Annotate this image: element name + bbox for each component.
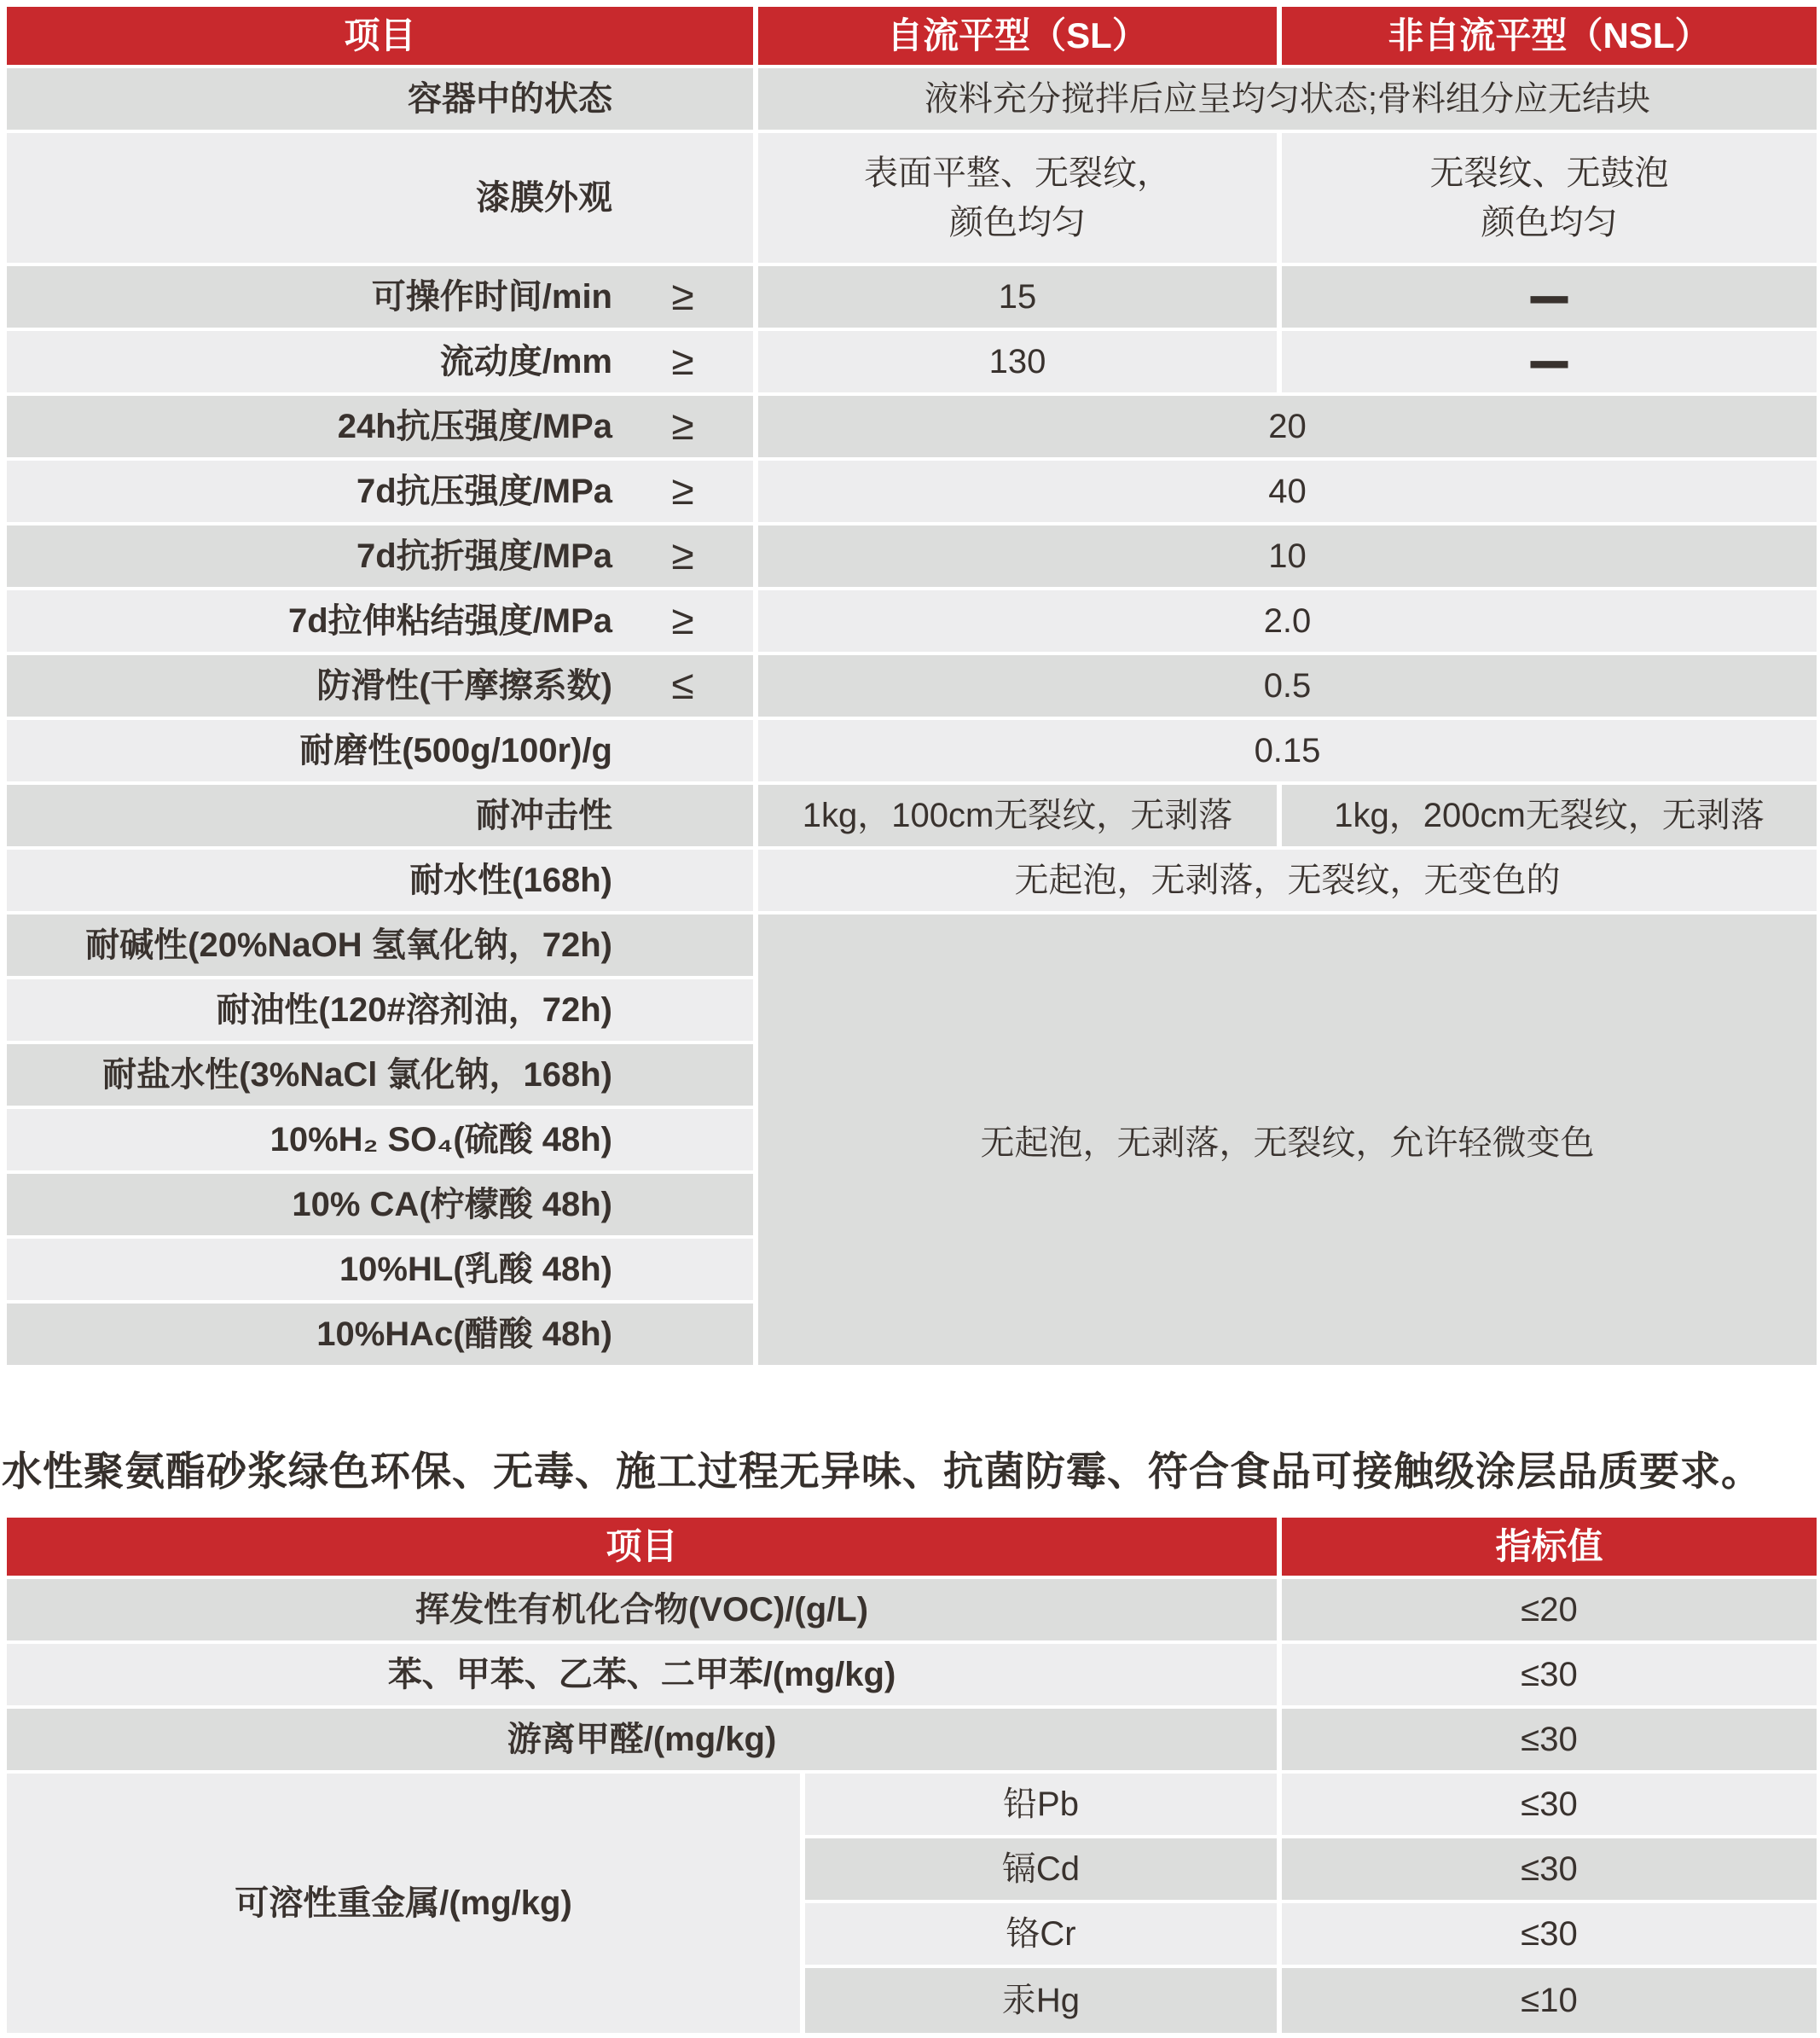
- limit-value: ≤30: [1282, 1774, 1817, 1835]
- table-row: [7, 396, 1817, 457]
- nsl-value: 1kg，200cm无裂纹，无剥落: [1282, 785, 1817, 846]
- header-item: 项目: [7, 7, 753, 65]
- row-label: 游离甲醛/(mg/kg): [7, 1709, 1277, 1770]
- table-header-row: [7, 1518, 1817, 1576]
- chemical-resistance-merged-value: 无起泡，无剥落，无裂纹，允许轻微变色: [758, 914, 1817, 1365]
- table-row: [7, 655, 1817, 717]
- row-label: 耐磨性(500g/100r)/g: [7, 720, 753, 781]
- row-label: 挥发性有机化合物(VOC)/(g/L): [7, 1579, 1277, 1640]
- row-label: 10% CA(柠檬酸 48h): [7, 1174, 753, 1235]
- emission-limit-table: [7, 1518, 1817, 2033]
- limit-value: ≤30: [1282, 1644, 1817, 1705]
- row-label: 防滑性(干摩擦系数) ≤: [7, 655, 753, 717]
- sl-value: 表面平整、无裂纹， 颜色均匀: [758, 133, 1277, 263]
- metal-name: 镉Cd: [805, 1838, 1277, 1900]
- row-label: 可操作时间/min ≥: [7, 266, 753, 328]
- table-row: [7, 331, 1817, 392]
- table-row: [7, 68, 1817, 130]
- row-label: 24h抗压强度/MPa ≥: [7, 396, 753, 457]
- header-limit: 指标值: [1282, 1518, 1817, 1576]
- gte-symbol: ≥: [671, 533, 694, 579]
- limit-value: ≤10: [1282, 1968, 1817, 2033]
- table-row: [7, 1579, 1817, 1640]
- row-value-span: 20: [758, 396, 1817, 457]
- row-label: 10%H₂ SO₄(硫酸 48h): [7, 1109, 753, 1170]
- row-label: 流动度/mm ≥: [7, 331, 753, 392]
- row-label: 苯、甲苯、乙苯、二甲苯/(mg/kg): [7, 1644, 1277, 1705]
- table-row: [7, 133, 1817, 263]
- row-value-span: 10: [758, 525, 1817, 587]
- table-row: [7, 266, 1817, 328]
- eco-note-text: 水性聚氨酯砂浆绿色环保、无毒、施工过程无异味、抗菌防霉、符合食品可接触级涂层品质要求。: [2, 1449, 1762, 1494]
- row-value-span: 40: [758, 461, 1817, 522]
- table-row: [7, 850, 1817, 911]
- sl-value: 1kg，100cm无裂纹，无剥落: [758, 785, 1277, 846]
- row-label: 7d抗折强度/MPa ≥: [7, 525, 753, 587]
- gte-symbol: ≥: [671, 468, 694, 514]
- table-row: [7, 590, 1817, 652]
- gte-symbol: ≥: [671, 274, 694, 320]
- header-nsl: 非自流平型（NSL）: [1282, 7, 1817, 65]
- table-row: [7, 1709, 1817, 1770]
- nsl-value-dash: —: [1282, 266, 1817, 328]
- table-row: [805, 1903, 1817, 1965]
- row-label: 7d拉伸粘结强度/MPa ≥: [7, 590, 753, 652]
- limit-value: ≤30: [1282, 1903, 1817, 1965]
- header-item: 项目: [7, 1518, 1277, 1576]
- row-label: 耐油性(120#溶剂油，72h): [7, 979, 753, 1041]
- chemical-labels-column: [7, 914, 753, 1365]
- row-label: 容器中的状态: [7, 68, 753, 130]
- row-label: 10%HAc(醋酸 48h): [7, 1304, 753, 1365]
- table-header-row: [7, 7, 1817, 65]
- row-value-span: 2.0: [758, 590, 1817, 652]
- lte-symbol: ≤: [671, 663, 694, 709]
- sl-value: 15: [758, 266, 1277, 328]
- table-row: [805, 1968, 1817, 2033]
- table-row: [7, 1644, 1817, 1705]
- row-label: 耐冲击性: [7, 785, 753, 846]
- nsl-value-dash: —: [1282, 331, 1817, 392]
- limit-value: ≤30: [1282, 1838, 1817, 1900]
- chemical-resistance-block: [7, 914, 1817, 1365]
- heavy-metals-rows: [805, 1774, 1817, 2033]
- table-row: [7, 720, 1817, 781]
- row-label: 7d抗压强度/MPa ≥: [7, 461, 753, 522]
- row-label: 耐盐水性(3%NaCl 氯化钠，168h): [7, 1044, 753, 1106]
- metal-name: 汞Hg: [805, 1968, 1277, 2033]
- metal-name: 铬Cr: [805, 1903, 1277, 1965]
- spec-table-sl-nsl: [7, 7, 1817, 1365]
- row-label: 10%HL(乳酸 48h): [7, 1239, 753, 1300]
- gte-symbol: ≥: [671, 598, 694, 644]
- limit-value: ≤20: [1282, 1579, 1817, 1640]
- table-row: [7, 785, 1817, 846]
- table-row: [7, 525, 1817, 587]
- gte-symbol: ≥: [671, 339, 694, 385]
- sl-value: 130: [758, 331, 1277, 392]
- row-value-span: 液料充分搅拌后应呈均匀状态;骨料组分应无结块: [758, 68, 1817, 130]
- row-label: 耐水性(168h): [7, 850, 753, 911]
- row-label: 耐碱性(20%NaOH 氢氧化钠，72h): [7, 914, 753, 976]
- table-row: [805, 1838, 1817, 1900]
- nsl-value: 无裂纹、无鼓泡 颜色均匀: [1282, 133, 1817, 263]
- gte-symbol: ≥: [671, 404, 694, 450]
- limit-value: ≤30: [1282, 1709, 1817, 1770]
- heavy-metals-group-label: 可溶性重金属/(mg/kg): [7, 1774, 800, 2033]
- table-row: [7, 461, 1817, 522]
- row-value-span: 0.15: [758, 720, 1817, 781]
- header-sl: 自流平型（SL）: [758, 7, 1277, 65]
- row-value-span: 无起泡，无剥落，无裂纹，无变色的: [758, 850, 1817, 911]
- row-value-span: 0.5: [758, 655, 1817, 717]
- row-label: 漆膜外观: [7, 133, 753, 263]
- metal-name: 铅Pb: [805, 1774, 1277, 1835]
- table-row: [805, 1774, 1817, 1835]
- heavy-metals-block: [7, 1774, 1817, 2033]
